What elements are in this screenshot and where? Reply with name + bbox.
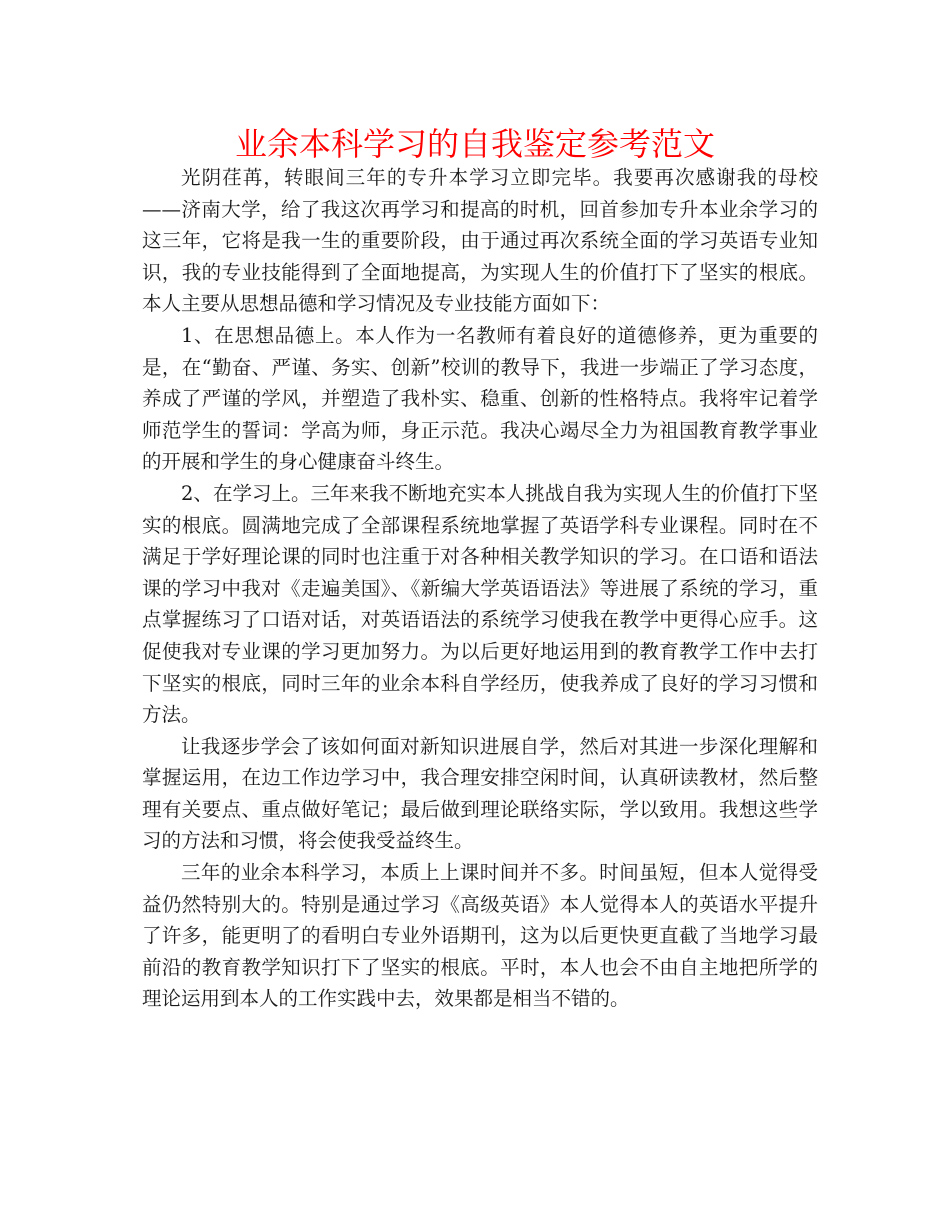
document-title: 业余本科学习的自我鉴定参考范文 [234,125,715,163]
paragraph-study: 2、在学习上。三年来我不断地充实本人挑战自我为实现人生的价值打下坚实的根底。圆满地完成了全部课程系统地掌握了英语学科专业课程。同时在不满足于学好理论课的同时也注重于对各种相关教学知识的学习。在口语和语法课的学习中我对《走遍美国》、《新编大学英语语法》等进展了系统的学习，重点掌握练习了口语对话，对英语语法的系统学习使我在教学中更得心应手。这促使我对专业课的学习更加努力。为以后更好地运用到的教育教学工作中去打下坚实的根底，同时三年的业余本科自学经历，使我养成了良好的学习习惯和方法。 [142,481,818,727]
paragraph-self-study-methods: 让我逐步学会了该如何面对新知识进展自学，然后对其进一步深化理解和掌握运用，在边工作边学习中，我合理安排空闲时间，认真研读教材，然后整理有关要点、重点做好笔记；最后做到理论联络实际，学以致用。我想这些学习的方法和习惯，将会使我受益终生。 [142,734,818,853]
paragraph-moral-character: 1、在思想品德上。本人作为一名教师有着良好的道德修养，更为重要的是，在“勤奋、严谨、务实、创新”校训的教导下，我进一步端正了学习态度，养成了严谨的学风，并塑造了我朴实、稳重、创新的性格特点。我将牢记着学师范学生的誓词：学高为师，身正示范。我决心竭尽全力为祖国教育教学事业的开展和学生的身心健康奋斗终生。 [142,323,818,474]
document-body [142,162,818,1015]
paragraph-intro: 光阴荏苒，转眼间三年的专升本学习立即完毕。我要再次感谢我的母校——济南大学，给了我这次再学习和提高的时机，回首参加专升本业余学习的这三年，它将是我一生的重要阶段，由于通过再次系统全面的学习英语专业知识，我的专业技能得到了全面地提高，为实现人生的价值打下了坚实的根底。本人主要从思想品德和学习情况及专业技能方面如下： [142,166,818,316]
paragraph-summary: 三年的业余本科学习，本质上上课时间并不多。时间虽短，但本人觉得受益仍然特别大的。特别是通过学习《高级英语》本人觉得本人的英语水平提升了许多，能更明了的看明白专业外语期刊，这为以后更快更直截了当地学习最前沿的教育教学知识打下了坚实的根底。平时，本人也会不由自主地把所学的理论运用到本人的工作实践中去，效果都是相当不错的。 [142,861,818,1011]
